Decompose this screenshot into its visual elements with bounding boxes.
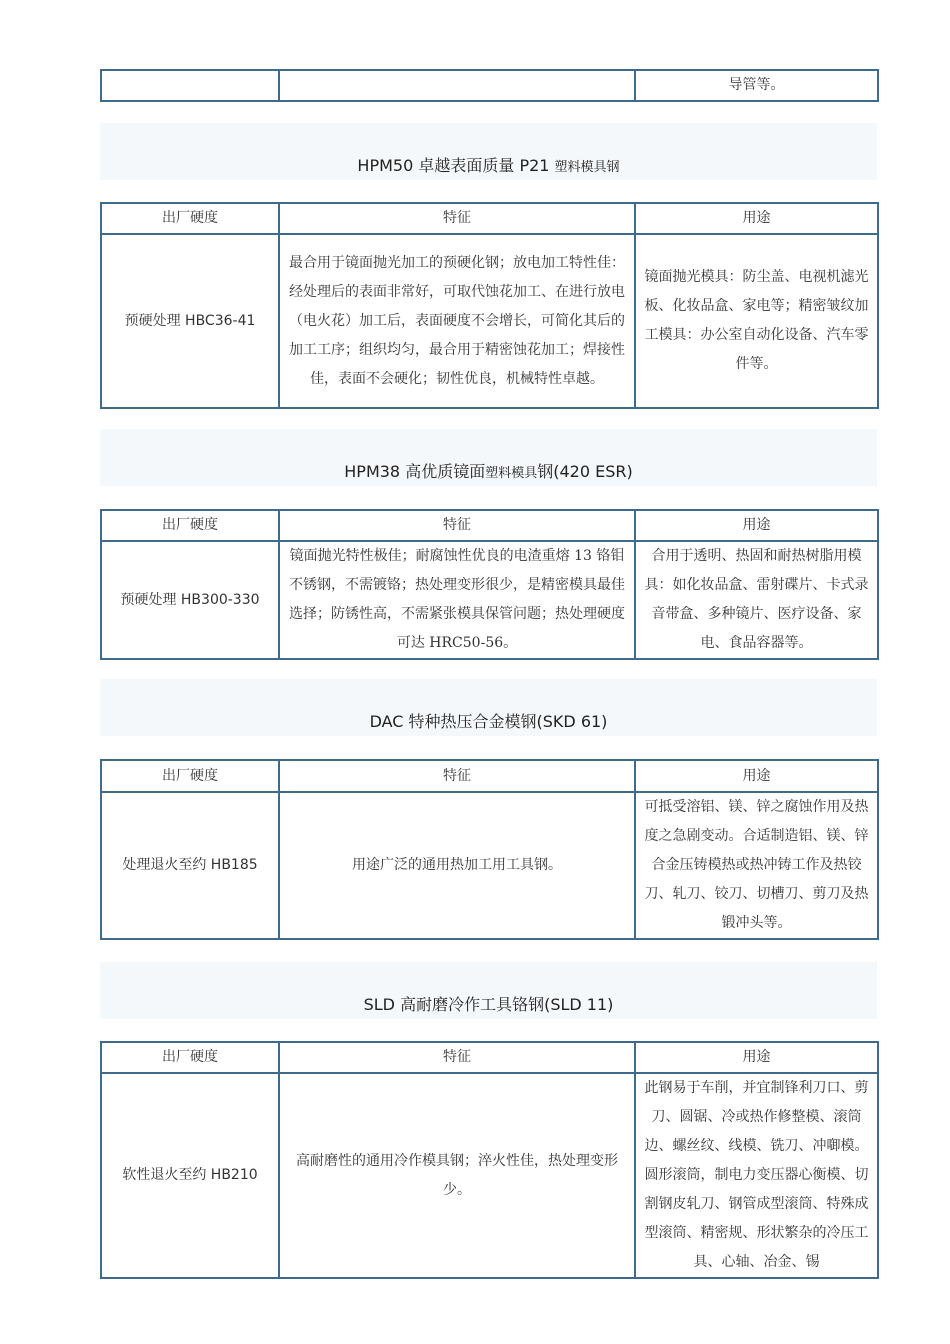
header-hardness: 出厂硬度 [101, 510, 279, 541]
feature-cell: 用途广泛的通用热加工用工具钢。 [279, 792, 635, 939]
feature-cell: 最合用于镜面抛光加工的预硬化钢；放电加工特性佳：经处理后的表面非常好，可取代蚀花加工、在进行放电（电火花）加工后，表面硬度不会增长，可简化其后的加工工序；组织均匀，最合用于精密蚀花加工；焊接性佳，表面不会硬化；韧性优良，机械特性卓越。 [279, 234, 635, 408]
title-main: SLD 高耐磨冷作工具铬钢(SLD 11) [363, 995, 614, 1014]
section-title-hpm38 [100, 429, 877, 486]
hardness-cell: 软性退火至约 HB210 [101, 1073, 279, 1278]
header-feature: 特征 [279, 203, 635, 234]
header-row [101, 760, 878, 792]
table-row [101, 792, 878, 939]
header-usage: 用途 [635, 510, 878, 541]
header-hardness: 出厂硬度 [101, 1042, 279, 1073]
section-title-dac [100, 679, 877, 736]
header-feature: 特征 [279, 1042, 635, 1073]
feature-cell [279, 70, 635, 101]
usage-cell: 镜面抛光模具：防尘盖、电视机滤光板、化妆品盒、家电等；精密皱纹加工模具：办公室自动化设备、汽车零件等。 [635, 234, 878, 408]
feature-cell: 镜面抛光特性极佳；耐腐蚀性优良的电渣重熔 13 铬钼不锈钢，不需镀铬；热处理变形很少，是精密模具最佳选择；防锈性高，不需紧张模具保管问题；热处理硬度可达 HRC50-56。 [279, 541, 635, 659]
hardness-cell: 预硬处理 HB300-330 [101, 541, 279, 659]
spec-table-hpm50 [100, 202, 879, 409]
spec-table-dac [100, 759, 879, 940]
header-feature: 特征 [279, 510, 635, 541]
header-row [101, 1042, 878, 1073]
header-hardness: 出厂硬度 [101, 203, 279, 234]
section-title-sld [100, 962, 877, 1019]
title-tail: 钢(420 ESR) [537, 462, 633, 481]
table-row [101, 1073, 878, 1278]
title-small: 塑料模具 [485, 466, 538, 481]
usage-cell: 合用于透明、热固和耐热树脂用模具：如化妆品盒、雷射碟片、卡式录音带盒、多种镜片、医疗设备、家电、食品容器等。 [635, 541, 878, 659]
hardness-cell: 预硬处理 HBC36-41 [101, 234, 279, 408]
hardness-cell [101, 70, 279, 101]
header-row [101, 510, 878, 541]
hardness-cell: 处理退火至约 HB185 [101, 792, 279, 939]
continuation-table [100, 69, 879, 102]
usage-cell: 导管等。 [635, 70, 878, 101]
title-main: DAC 特种热压合金模钢(SKD 61) [369, 712, 608, 731]
header-usage: 用途 [635, 1042, 878, 1073]
header-row [101, 203, 878, 234]
spec-table-sld [100, 1041, 879, 1279]
feature-cell: 高耐磨性的通用冷作模具钢；淬火性佳，热处理变形少。 [279, 1073, 635, 1278]
usage-cell: 可抵受溶铝、镁、锌之腐蚀作用及热度之急剧变动。合适制造铝、镁、锌合金压铸模热或热冲铸工作及热铰刀、轧刀、铰刀、切槽刀、剪刀及热锻冲头等。 [635, 792, 878, 939]
section-title-hpm50 [100, 123, 877, 180]
header-usage: 用途 [635, 760, 878, 792]
title-main: HPM50 卓越表面质量 P21 [357, 156, 555, 175]
header-feature: 特征 [279, 760, 635, 792]
title-main: HPM38 高优质镜面 [344, 462, 486, 481]
table-row [101, 234, 878, 408]
title-small: 塑料模具钢 [554, 160, 620, 175]
table-row [101, 541, 878, 659]
table-row [101, 70, 878, 101]
spec-table-hpm38 [100, 509, 879, 660]
header-hardness: 出厂硬度 [101, 760, 279, 792]
usage-cell: 此钢易于车削，并宜制锋利刀口、剪刀、圆锯、冷或热作修整模、滚筒边、螺丝纹、线模、铣刀、冲啣模。圆形滚筒，制电力变压器心衡模、切割钢皮轧刀、钢管成型滚筒、特殊成型滚筒、精密规、形状繁杂的冷压工具、心轴、冶金、锡 [635, 1073, 878, 1278]
header-usage: 用途 [635, 203, 878, 234]
